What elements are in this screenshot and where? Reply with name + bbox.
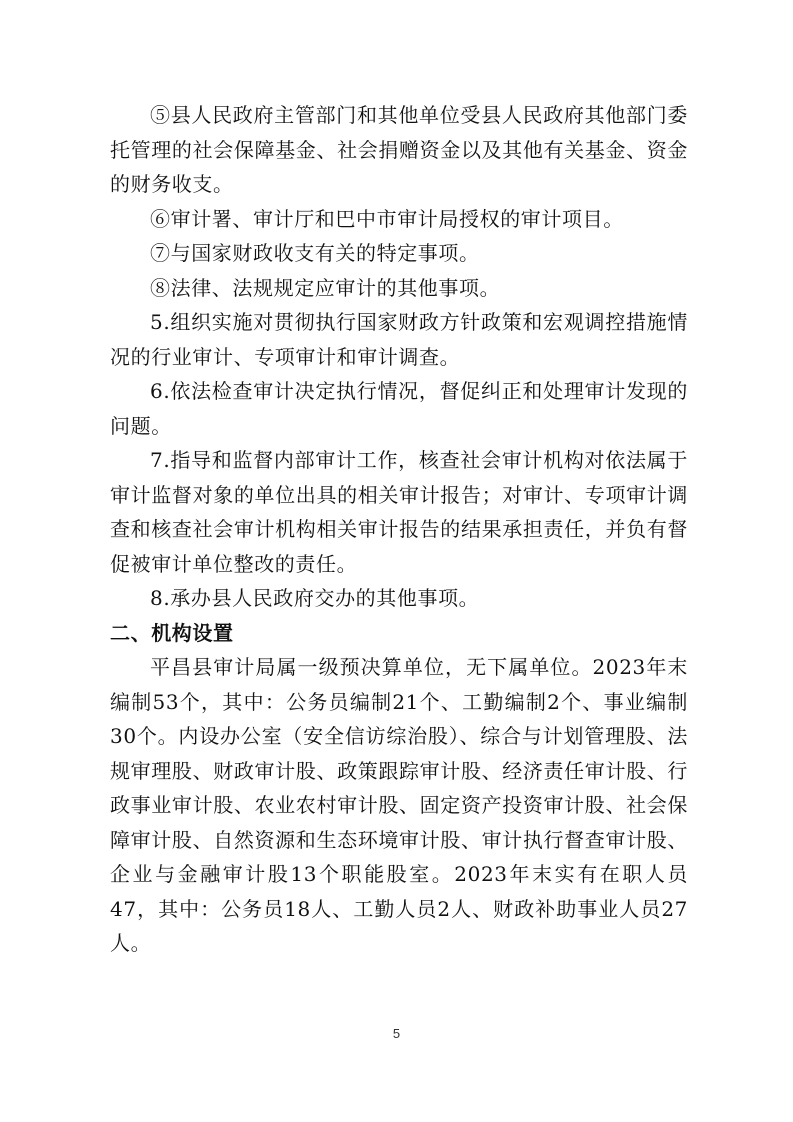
page-content: [110, 98, 688, 961]
section-paragraph: 平昌县审计局属一级预决算单位，无下属单位。2023年末编制53个，其中：公务员编制21个、工勤编制2个、事业编制30个。内设办公室（安全信访综治股）、综合与计划管理股、法规审理股、财政审计股、政策跟踪审计股、经济责任审计股、行政事业审计股、农业农村审计股、固定资产投资审计股、社会保障审计股、自然资源和生态环境审计股、审计执行督查审计股、企业与金融审计股13个职能股室。2023年末实有在职人员47，其中：公务员18人、工勤人员2人、财政补助事业人员27人。: [110, 655, 688, 955]
paragraph-duty-5: 5.组织实施对贯彻执行国家财政方针政策和宏观调控措施情况的行业审计、专项审计和审计调查。: [110, 310, 688, 369]
paragraph-item-5: ⑤县人民政府主管部门和其他单位受县人民政府其他部门委托管理的社会保障基金、社会捐赠资金以及其他有关基金、资金的财务收支。: [110, 103, 688, 196]
paragraph-item-6: ⑥审计署、审计厅和巴中市审计局授权的审计项目。: [150, 206, 624, 231]
section-heading: 二、机构设置: [110, 620, 234, 645]
paragraph-duty-7: 7.指导和监督内部审计工作，核查社会审计机构对依法属于审计监督对象的单位出具的相关审计报告；对审计、专项审计调查和核查社会审计机构相关审计报告的结果承担责任，并负有督促被审计单位整改的责任。: [110, 448, 688, 576]
paragraph-item-8: ⑧法律、法规规定应审计的其他事项。: [150, 275, 501, 300]
paragraph-duty-8: 8.承办县人民政府交办的其他事项。: [150, 586, 480, 610]
page-number: 5: [392, 1026, 401, 1041]
paragraph-duty-6: 6.依法检查审计决定执行情况，督促纠正和处理审计发现的问题。: [110, 379, 688, 438]
paragraph-item-7: ⑦与国家财政收支有关的特定事项。: [150, 241, 480, 265]
